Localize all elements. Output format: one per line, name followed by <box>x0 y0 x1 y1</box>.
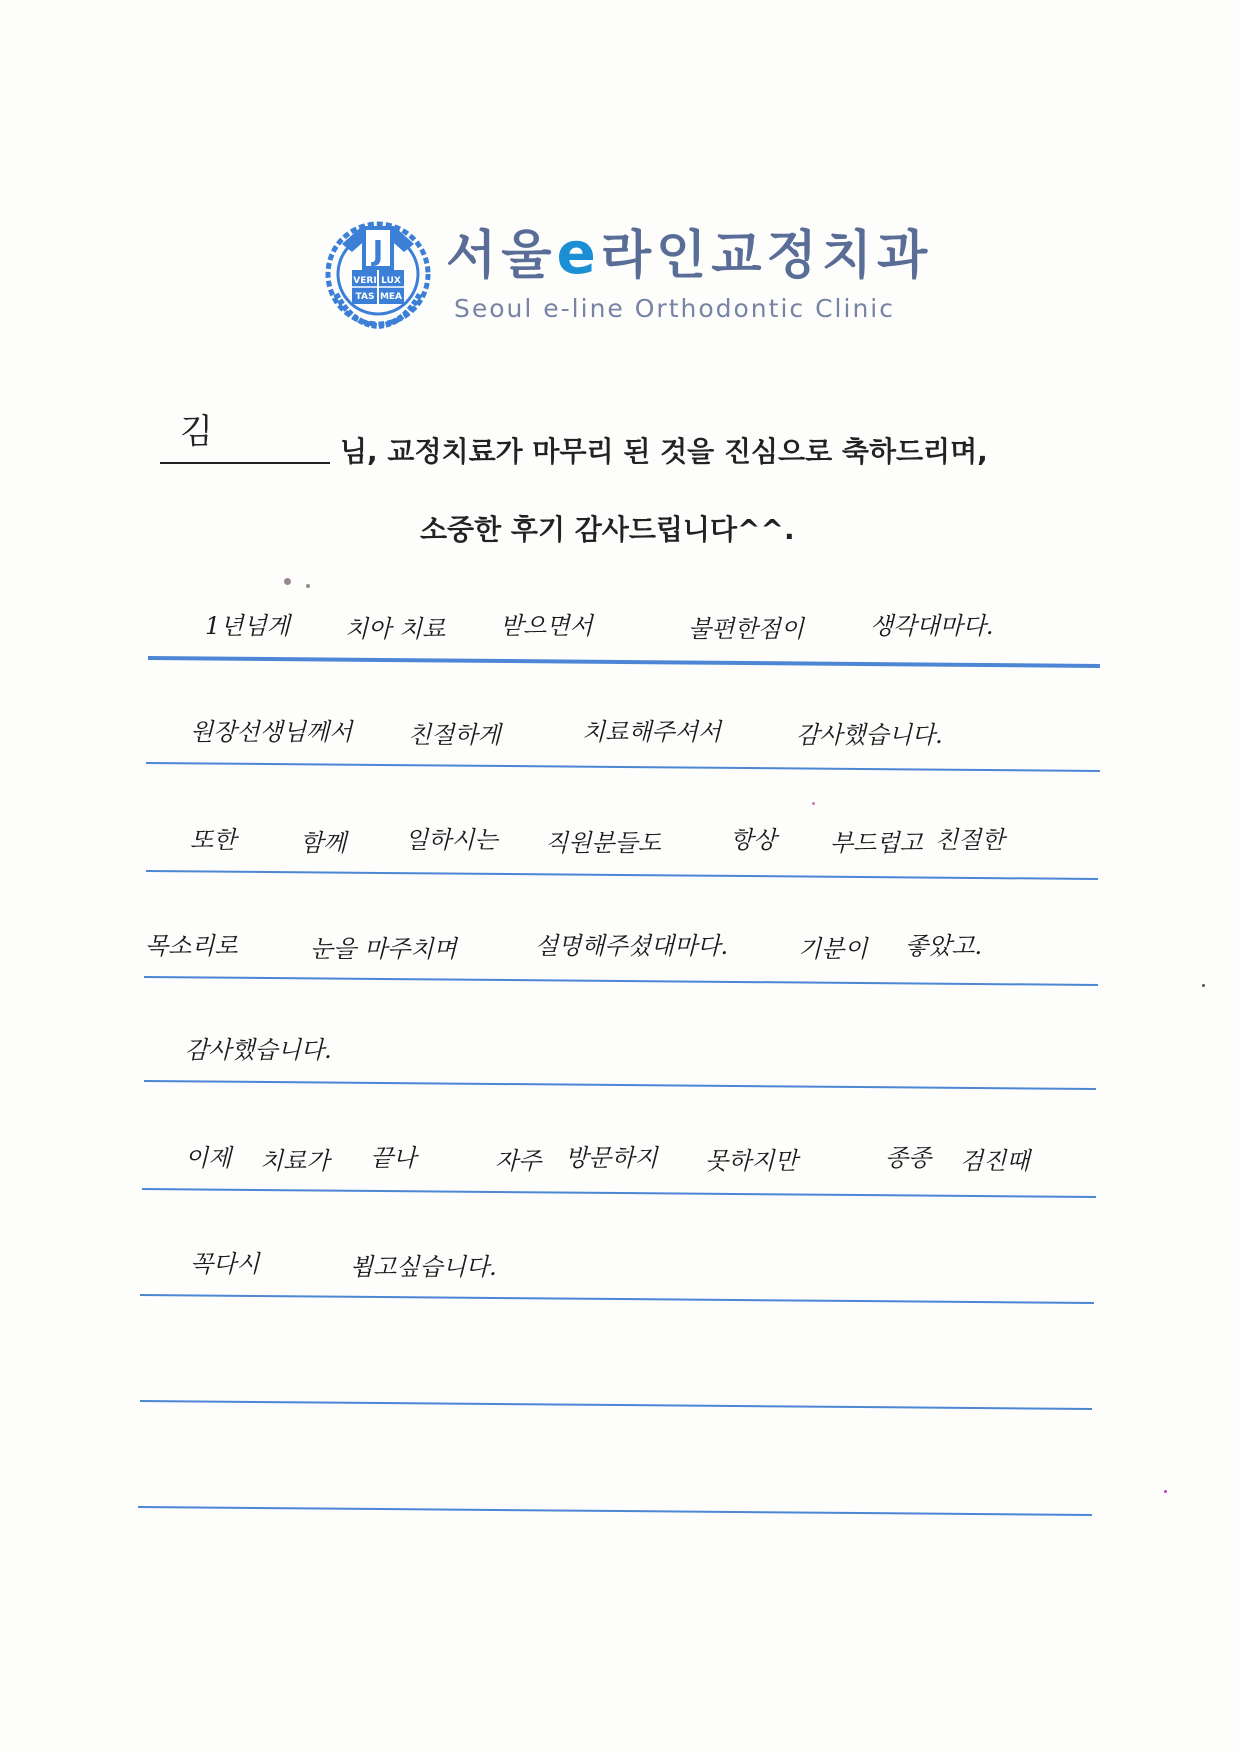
handwritten-word: 불편한점이 <box>688 615 804 643</box>
ruled-line <box>146 762 1100 772</box>
handwritten-word: 이제 <box>185 1144 232 1172</box>
ruled-line <box>148 656 1100 668</box>
scan-speck <box>284 578 291 585</box>
scan-speck <box>1202 984 1205 987</box>
handwritten-word: 못하지만 <box>705 1147 798 1175</box>
seal-word: TAS <box>355 292 375 302</box>
handwritten-word: 생각대마다. <box>870 612 994 640</box>
svg-text:J: J <box>372 234 384 267</box>
handwritten-word: 방문하지 <box>565 1144 658 1172</box>
seal-word: VERI <box>353 276 377 286</box>
clinic-name-english: Seoul e-line Orthodontic Clinic <box>454 294 895 323</box>
handwritten-word: 목소리로 <box>145 932 238 960</box>
handwritten-word: 끝나 <box>370 1144 417 1172</box>
ruled-line <box>144 976 1098 986</box>
ruled-line <box>144 1080 1096 1090</box>
customer-name-handwritten: 김 <box>180 412 213 452</box>
handwritten-word: 뵙고싶습니다. <box>350 1253 497 1281</box>
handwritten-word: 감사했습니다. <box>185 1036 332 1064</box>
scan-speck <box>306 584 310 588</box>
handwritten-word: 치료가 <box>260 1147 330 1175</box>
scan-speck <box>812 802 815 805</box>
handwritten-word: 일하시는 <box>405 826 498 854</box>
ruled-line <box>142 1188 1096 1198</box>
handwritten-word: 꼭다시 <box>190 1250 260 1278</box>
handwritten-word: 종종 <box>885 1144 932 1172</box>
intro-line-1: 님, 교정치료가 마무리 된 것을 진심으로 축하드리며, <box>340 435 988 468</box>
handwritten-word: 치료해주셔서 <box>582 718 722 746</box>
handwritten-word: 친절한 <box>935 826 1005 854</box>
handwritten-word: 함께 <box>300 829 347 857</box>
handwritten-word: 1년넘게 <box>205 612 290 640</box>
intro-line-2: 소중한 후기 감사드립니다^^. <box>420 513 795 546</box>
handwritten-word: 또한 <box>190 826 237 854</box>
handwritten-word: 직원분들도 <box>545 829 661 857</box>
seal-word: MEA <box>379 292 403 302</box>
scan-speck <box>1164 1490 1167 1493</box>
handwritten-word: 치아 치료 <box>345 615 446 643</box>
handwritten-word: 좋았고. <box>905 932 983 960</box>
clinic-name-korean: 서울e라인교정치과 <box>446 219 933 287</box>
seal-word: LUX <box>381 276 401 286</box>
ruled-line <box>140 1294 1094 1304</box>
ruled-line <box>146 870 1098 880</box>
handwritten-word: 검진때 <box>960 1147 1030 1175</box>
ruled-line <box>138 1506 1092 1516</box>
ruled-line <box>140 1400 1092 1410</box>
handwritten-word: 기분이 <box>798 935 868 963</box>
handwritten-word: 설명해주셨대마다. <box>535 932 729 960</box>
handwritten-word: 자주 <box>495 1147 542 1175</box>
handwritten-word: 받으면서 <box>500 612 593 640</box>
handwritten-word: 친절하게 <box>408 721 501 749</box>
clinic-seal-logo <box>322 214 434 330</box>
handwritten-word: 부드럽고 <box>830 829 923 857</box>
handwritten-word: 감사했습니다. <box>796 721 943 749</box>
handwritten-word: 원장선생님께서 <box>190 718 353 746</box>
handwritten-word: 항상 <box>730 826 777 854</box>
handwritten-word: 눈을 마주치며 <box>310 935 457 963</box>
